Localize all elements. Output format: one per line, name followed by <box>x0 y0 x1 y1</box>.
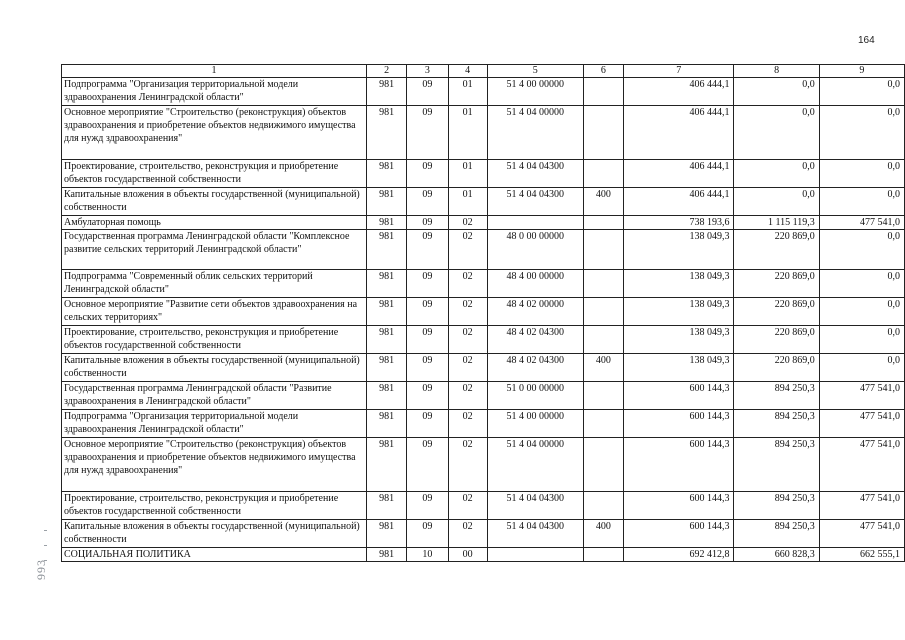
column-header: 7 <box>624 65 734 78</box>
table-row <box>62 520 905 548</box>
subsection-code-cell: 00 <box>448 548 487 562</box>
admin-code-cell: 981 <box>366 78 406 106</box>
admin-code-cell: 981 <box>366 160 406 188</box>
row-name-cell: СОЦИАЛЬНАЯ ПОЛИТИКА <box>62 548 367 562</box>
amount-cell: 692 412,8 <box>624 548 734 562</box>
subsection-code-cell: 02 <box>448 230 487 270</box>
subsection-code-cell: 01 <box>448 78 487 106</box>
budget-table <box>61 64 905 562</box>
expense-type-cell <box>583 78 623 106</box>
amount-cell: 0,0 <box>734 188 819 216</box>
row-name-cell: Основное мероприятие "Строительство (реконструкция) объектов здравоохранения и приобретение объектов недвижимого имущества для нужд здравоохранения" <box>62 106 367 160</box>
amount-cell: 477 541,0 <box>819 520 904 548</box>
amount-cell: 660 828,3 <box>734 548 819 562</box>
amount-cell: 220 869,0 <box>734 270 819 298</box>
row-name-cell: Амбулаторная помощь <box>62 216 367 230</box>
row-name-cell: Подпрограмма "Организация территориальной модели здравоохранения Ленинградской области" <box>62 78 367 106</box>
table-row <box>62 160 905 188</box>
expense-type-cell <box>583 438 623 492</box>
subsection-code-cell: 02 <box>448 270 487 298</box>
admin-code-cell: 981 <box>366 188 406 216</box>
amount-cell: 894 250,3 <box>734 410 819 438</box>
amount-cell: 220 869,0 <box>734 326 819 354</box>
expense-type-cell: 400 <box>583 520 623 548</box>
target-article-cell: 51 4 04 04300 <box>487 520 583 548</box>
admin-code-cell: 981 <box>366 492 406 520</box>
admin-code-cell: 981 <box>366 520 406 548</box>
target-article-cell <box>487 548 583 562</box>
subsection-code-cell: 02 <box>448 326 487 354</box>
target-article-cell <box>487 216 583 230</box>
amount-cell: 0,0 <box>819 188 904 216</box>
target-article-cell: 51 0 00 00000 <box>487 382 583 410</box>
amount-cell: 662 555,1 <box>819 548 904 562</box>
section-code-cell: 09 <box>407 270 448 298</box>
amount-cell: 220 869,0 <box>734 354 819 382</box>
admin-code-cell: 981 <box>366 326 406 354</box>
table-row <box>62 410 905 438</box>
expense-type-cell <box>583 410 623 438</box>
admin-code-cell: 981 <box>366 270 406 298</box>
column-header: 5 <box>487 65 583 78</box>
margin-tick <box>44 530 47 531</box>
amount-cell: 0,0 <box>819 298 904 326</box>
section-code-cell: 09 <box>407 326 448 354</box>
column-header: 6 <box>583 65 623 78</box>
target-article-cell: 48 4 00 00000 <box>487 270 583 298</box>
row-name-cell: Основное мероприятие "Развитие сети объектов здравоохранения на сельских территориях" <box>62 298 367 326</box>
column-header: 8 <box>734 65 819 78</box>
expense-type-cell <box>583 382 623 410</box>
target-article-cell: 48 0 00 00000 <box>487 230 583 270</box>
table-row <box>62 438 905 492</box>
row-name-cell: Капитальные вложения в объекты государственной (муниципальной) собственности <box>62 354 367 382</box>
subsection-code-cell: 02 <box>448 438 487 492</box>
table-row <box>62 78 905 106</box>
section-code-cell: 09 <box>407 382 448 410</box>
subsection-code-cell: 01 <box>448 160 487 188</box>
page-number: 164 <box>858 35 875 46</box>
amount-cell: 1 115 119,3 <box>734 216 819 230</box>
expense-type-cell <box>583 106 623 160</box>
row-name-cell: Капитальные вложения в объекты государственной (муниципальной) собственности <box>62 520 367 548</box>
row-name-cell: Подпрограмма "Современный облик сельских территорий Ленинградской области" <box>62 270 367 298</box>
section-code-cell: 09 <box>407 106 448 160</box>
amount-cell: 0,0 <box>819 160 904 188</box>
table-row <box>62 298 905 326</box>
amount-cell: 138 049,3 <box>624 270 734 298</box>
row-name-cell: Государственная программа Ленинградской области "Комплексное развитие сельских территорий Ленинградской области" <box>62 230 367 270</box>
amount-cell: 0,0 <box>819 354 904 382</box>
subsection-code-cell: 02 <box>448 382 487 410</box>
table-row <box>62 230 905 270</box>
amount-cell: 600 144,3 <box>624 492 734 520</box>
amount-cell: 406 444,1 <box>624 106 734 160</box>
section-code-cell: 09 <box>407 188 448 216</box>
amount-cell: 0,0 <box>819 270 904 298</box>
amount-cell: 406 444,1 <box>624 78 734 106</box>
expense-type-cell <box>583 270 623 298</box>
row-name-cell: Капитальные вложения в объекты государственной (муниципальной) собственности <box>62 188 367 216</box>
section-code-cell: 09 <box>407 160 448 188</box>
section-code-cell: 09 <box>407 298 448 326</box>
amount-cell: 220 869,0 <box>734 298 819 326</box>
subsection-code-cell: 02 <box>448 410 487 438</box>
row-name-cell: Проектирование, строительство, реконструкция и приобретение объектов государственной собственности <box>62 326 367 354</box>
amount-cell: 600 144,3 <box>624 438 734 492</box>
column-header: 2 <box>366 65 406 78</box>
amount-cell: 0,0 <box>819 106 904 160</box>
amount-cell: 600 144,3 <box>624 520 734 548</box>
column-header: 9 <box>819 65 904 78</box>
section-code-cell: 09 <box>407 230 448 270</box>
target-article-cell: 51 4 04 00000 <box>487 438 583 492</box>
section-code-cell: 09 <box>407 354 448 382</box>
section-code-cell: 09 <box>407 520 448 548</box>
target-article-cell: 51 4 04 00000 <box>487 106 583 160</box>
section-code-cell: 09 <box>407 438 448 492</box>
amount-cell: 406 444,1 <box>624 188 734 216</box>
table-row <box>62 326 905 354</box>
row-name-cell: Государственная программа Ленинградской области "Развитие здравоохранения в Ленинградской области" <box>62 382 367 410</box>
amount-cell: 894 250,3 <box>734 492 819 520</box>
target-article-cell: 51 4 04 04300 <box>487 160 583 188</box>
amount-cell: 738 193,6 <box>624 216 734 230</box>
admin-code-cell: 981 <box>366 548 406 562</box>
admin-code-cell: 981 <box>366 298 406 326</box>
amount-cell: 477 541,0 <box>819 492 904 520</box>
amount-cell: 894 250,3 <box>734 382 819 410</box>
margin-mark: 993 <box>34 559 48 580</box>
target-article-cell: 48 4 02 04300 <box>487 354 583 382</box>
admin-code-cell: 981 <box>366 382 406 410</box>
expense-type-cell <box>583 230 623 270</box>
subsection-code-cell: 02 <box>448 216 487 230</box>
admin-code-cell: 981 <box>366 438 406 492</box>
expense-type-cell <box>583 160 623 188</box>
amount-cell: 0,0 <box>819 230 904 270</box>
column-header: 1 <box>62 65 367 78</box>
row-name-cell: Проектирование, строительство, реконструкция и приобретение объектов государственной собственности <box>62 492 367 520</box>
table-row <box>62 548 905 562</box>
expense-type-cell <box>583 492 623 520</box>
amount-cell: 477 541,0 <box>819 438 904 492</box>
expense-type-cell: 400 <box>583 188 623 216</box>
target-article-cell: 51 4 00 00000 <box>487 78 583 106</box>
admin-code-cell: 981 <box>366 216 406 230</box>
table-row <box>62 188 905 216</box>
subsection-code-cell: 02 <box>448 520 487 548</box>
table-row <box>62 106 905 160</box>
target-article-cell: 48 4 02 00000 <box>487 298 583 326</box>
table-row <box>62 216 905 230</box>
section-code-cell: 09 <box>407 492 448 520</box>
amount-cell: 0,0 <box>819 78 904 106</box>
subsection-code-cell: 02 <box>448 298 487 326</box>
amount-cell: 138 049,3 <box>624 354 734 382</box>
admin-code-cell: 981 <box>366 354 406 382</box>
amount-cell: 477 541,0 <box>819 382 904 410</box>
column-header: 4 <box>448 65 487 78</box>
amount-cell: 0,0 <box>819 326 904 354</box>
table-row <box>62 270 905 298</box>
target-article-cell: 51 4 04 04300 <box>487 188 583 216</box>
amount-cell: 894 250,3 <box>734 520 819 548</box>
margin-tick <box>44 545 47 546</box>
section-code-cell: 09 <box>407 78 448 106</box>
admin-code-cell: 981 <box>366 230 406 270</box>
expense-type-cell <box>583 326 623 354</box>
amount-cell: 477 541,0 <box>819 410 904 438</box>
amount-cell: 0,0 <box>734 106 819 160</box>
section-code-cell: 09 <box>407 216 448 230</box>
amount-cell: 894 250,3 <box>734 438 819 492</box>
amount-cell: 138 049,3 <box>624 298 734 326</box>
subsection-code-cell: 01 <box>448 106 487 160</box>
target-article-cell: 48 4 02 04300 <box>487 326 583 354</box>
section-code-cell: 10 <box>407 548 448 562</box>
target-article-cell: 51 4 00 00000 <box>487 410 583 438</box>
amount-cell: 138 049,3 <box>624 326 734 354</box>
amount-cell: 0,0 <box>734 78 819 106</box>
amount-cell: 477 541,0 <box>819 216 904 230</box>
admin-code-cell: 981 <box>366 106 406 160</box>
table-header-row <box>62 65 905 78</box>
row-name-cell: Подпрограмма "Организация территориальной модели здравоохранения Ленинградской области" <box>62 410 367 438</box>
row-name-cell: Проектирование, строительство, реконструкция и приобретение объектов государственной собственности <box>62 160 367 188</box>
column-header: 3 <box>407 65 448 78</box>
expense-type-cell <box>583 298 623 326</box>
amount-cell: 406 444,1 <box>624 160 734 188</box>
table-row <box>62 354 905 382</box>
target-article-cell: 51 4 04 04300 <box>487 492 583 520</box>
table-row <box>62 492 905 520</box>
table-row <box>62 382 905 410</box>
amount-cell: 0,0 <box>734 160 819 188</box>
admin-code-cell: 981 <box>366 410 406 438</box>
section-code-cell: 09 <box>407 410 448 438</box>
subsection-code-cell: 02 <box>448 492 487 520</box>
amount-cell: 138 049,3 <box>624 230 734 270</box>
subsection-code-cell: 02 <box>448 354 487 382</box>
subsection-code-cell: 01 <box>448 188 487 216</box>
amount-cell: 600 144,3 <box>624 410 734 438</box>
row-name-cell: Основное мероприятие "Строительство (реконструкция) объектов здравоохранения и приобретение объектов недвижимого имущества для нужд здравоохранения" <box>62 438 367 492</box>
expense-type-cell <box>583 216 623 230</box>
expense-type-cell: 400 <box>583 354 623 382</box>
expense-type-cell <box>583 548 623 562</box>
amount-cell: 220 869,0 <box>734 230 819 270</box>
amount-cell: 600 144,3 <box>624 382 734 410</box>
